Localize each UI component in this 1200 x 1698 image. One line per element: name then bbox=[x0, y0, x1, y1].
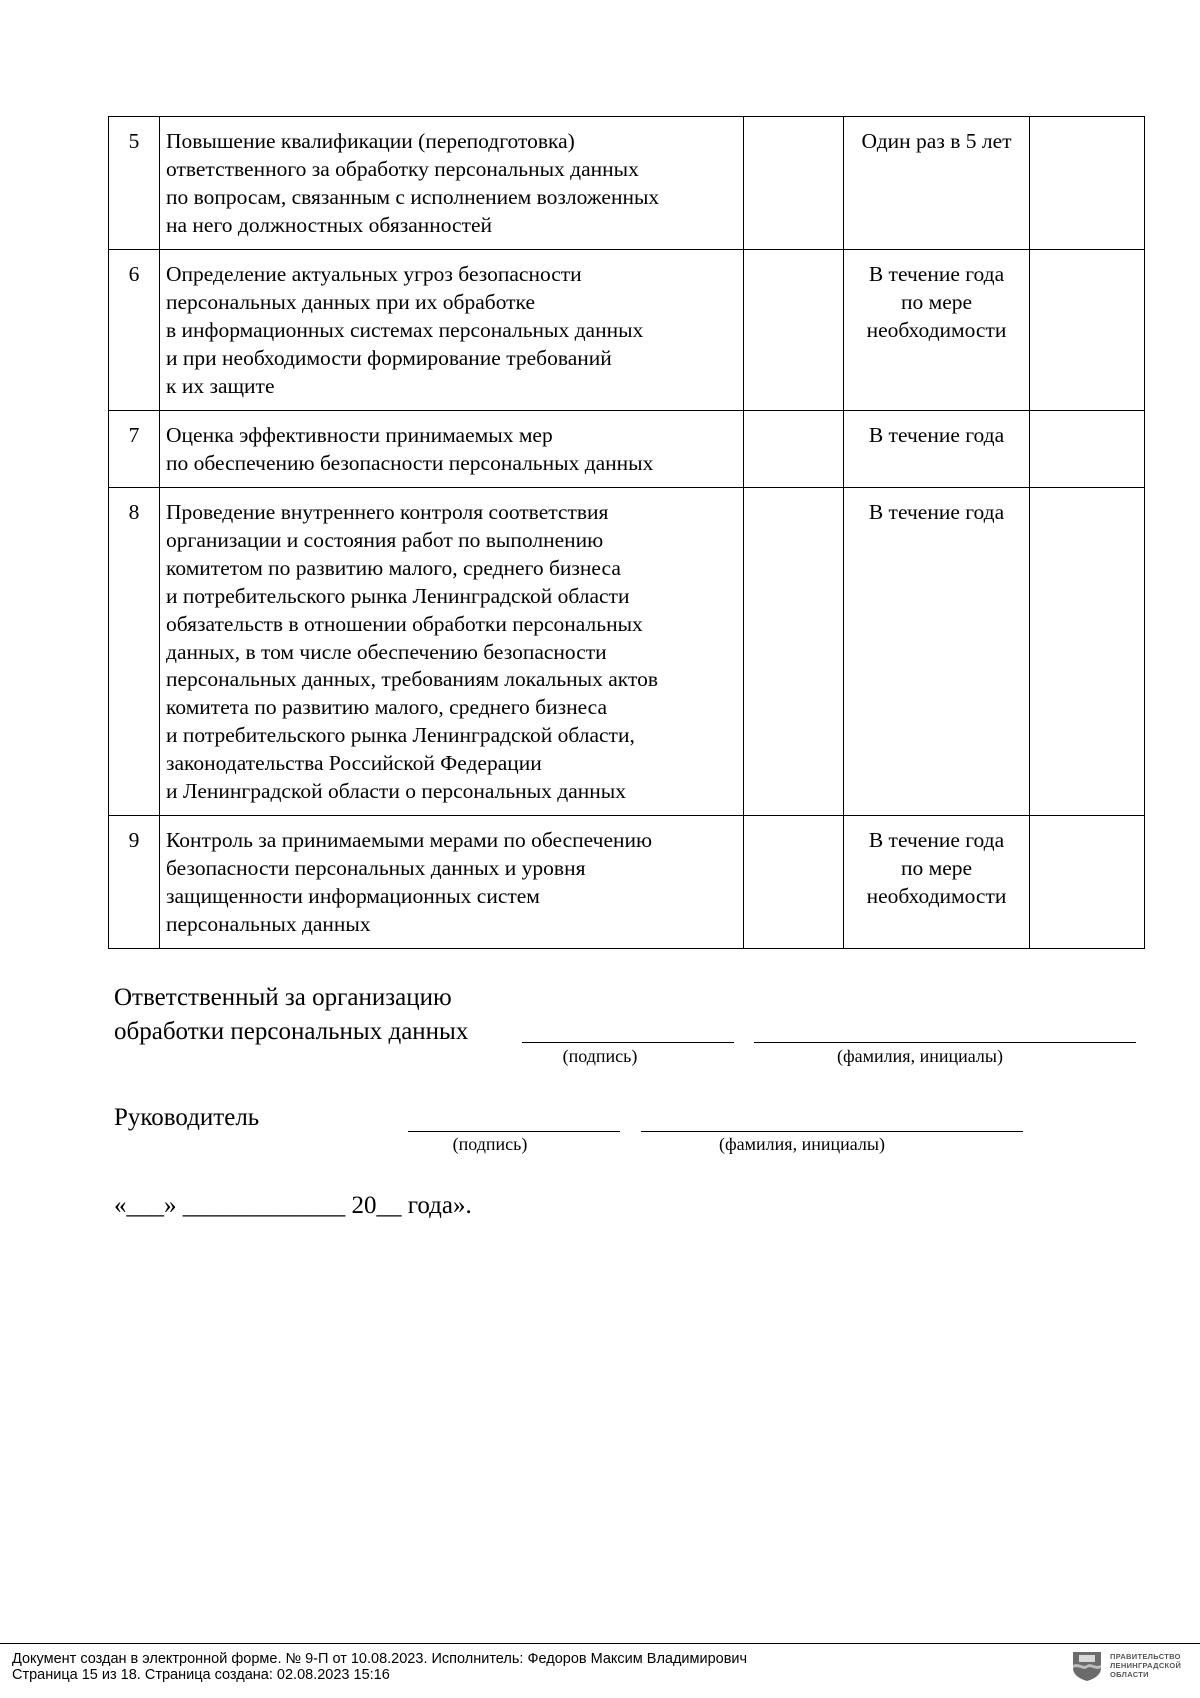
footer-divider bbox=[0, 1643, 1200, 1644]
table-row bbox=[109, 411, 1145, 488]
row-number: 5 bbox=[109, 117, 160, 250]
row-number: 9 bbox=[109, 816, 160, 949]
responsible-name-caption: (фамилия, инициалы) bbox=[837, 1046, 1003, 1066]
term-cell: Один раз в 5 лет bbox=[844, 117, 1030, 250]
measure-description: Проведение внутреннего контроля соответствия организации и состояния работ по выполнению комитетом по развитию малого, среднего бизнеса и потребительского рынка Ленинградской области обязательств в отношении обработки персональных данных, в том числе обеспечению безопасности персональных данных, требованиям локальных актов комитета по развитию малого, среднего бизнеса и потребительского рынка Ленинградской области, законодательства Российской Федерации и Ленинградской области о персональных данных bbox=[160, 488, 744, 816]
term-cell: В течение года по мере необходимости bbox=[844, 816, 1030, 949]
responsible-label-line2: обработки персональных данных bbox=[114, 1018, 469, 1045]
head-signature-line bbox=[408, 1131, 620, 1132]
note-cell bbox=[1030, 816, 1145, 949]
measure-description: Повышение квалификации (переподготовка) ответственного за обработку персональных данных по вопросам, связанным с исполнением возложенных на него должностных обязанностей bbox=[160, 117, 744, 250]
term-cell: В течение года bbox=[844, 411, 1030, 488]
responsible-label-line1: Ответственный за организацию bbox=[114, 984, 452, 1011]
row-number: 7 bbox=[109, 411, 160, 488]
responsible-name-line bbox=[754, 1042, 1136, 1043]
responsible-cell bbox=[744, 816, 844, 949]
date-line: «___» _____________ 20__ года». bbox=[114, 1192, 472, 1219]
note-cell bbox=[1030, 411, 1145, 488]
footer-line1: Документ создан в электронной форме. № 9-П от 10.08.2023. Исполнитель: Федоров Максим Владимирович bbox=[12, 1651, 748, 1667]
head-signature-caption: (подпись) bbox=[452, 1134, 528, 1154]
measure-description: Определение актуальных угроз безопасности персональных данных при их обработке в информационных системах персональных данных и при необходимости формирование требований к их защите bbox=[160, 250, 744, 411]
table-row bbox=[109, 488, 1145, 816]
term-cell: В течение года bbox=[844, 488, 1030, 816]
head-name-line bbox=[641, 1131, 1023, 1132]
table-row bbox=[109, 117, 1145, 250]
responsible-cell bbox=[744, 411, 844, 488]
logo-text: ПРАВИТЕЛЬСТВО ЛЕНИНГРАДСКОЙ ОБЛАСТИ bbox=[1110, 1652, 1182, 1679]
note-cell bbox=[1030, 488, 1145, 816]
measure-description: Оценка эффективности принимаемых мер по обеспечению безопасности персональных данных bbox=[160, 411, 744, 488]
note-cell bbox=[1030, 250, 1145, 411]
term-cell: В течение года по мере необходимости bbox=[844, 250, 1030, 411]
government-logo bbox=[1070, 1650, 1190, 1686]
note-cell bbox=[1030, 117, 1145, 250]
row-number: 6 bbox=[109, 250, 160, 411]
measure-description: Контроль за принимаемыми мерами по обеспечению безопасности персональных данных и уровня защищенности информационных систем персональных данных bbox=[160, 816, 744, 949]
measures-table bbox=[108, 116, 1145, 949]
responsible-cell bbox=[744, 488, 844, 816]
row-number: 8 bbox=[109, 488, 160, 816]
responsible-cell bbox=[744, 250, 844, 411]
head-name-caption: (фамилия, инициалы) bbox=[719, 1134, 885, 1154]
responsible-cell bbox=[744, 117, 844, 250]
table-row bbox=[109, 250, 1145, 411]
document-footer bbox=[12, 1651, 747, 1683]
coat-of-arms-icon bbox=[1070, 1650, 1104, 1682]
responsible-signature-line bbox=[522, 1042, 734, 1043]
table-row bbox=[109, 816, 1145, 949]
responsible-signature-caption: (подпись) bbox=[562, 1046, 638, 1066]
footer-line2: Страница 15 из 18. Страница создана: 02.08.2023 15:16 bbox=[12, 1667, 390, 1683]
head-label: Руководитель bbox=[114, 1104, 260, 1131]
table-body bbox=[109, 117, 1145, 949]
